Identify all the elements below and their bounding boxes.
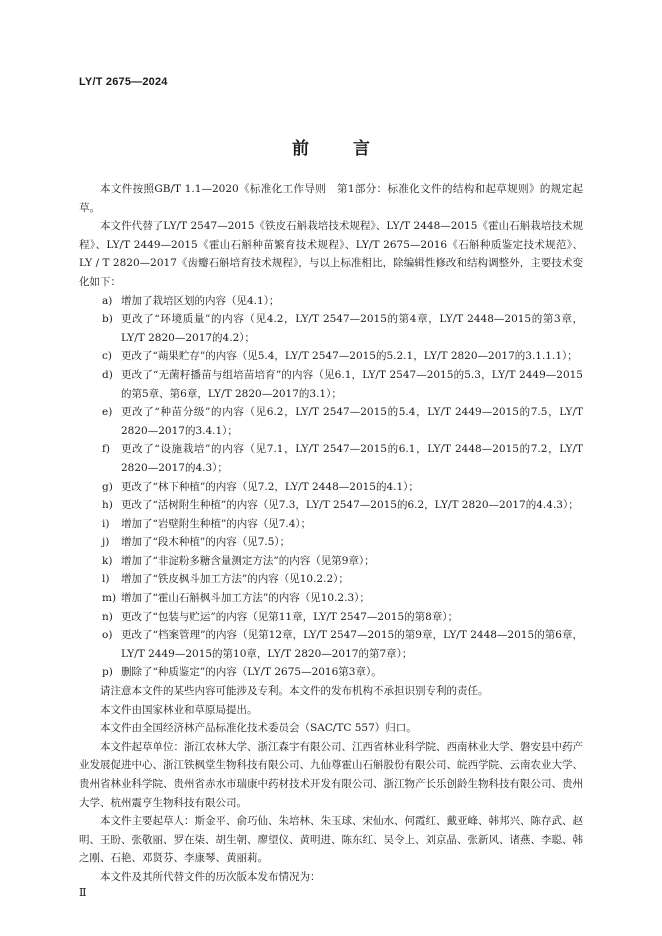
list-item [79, 589, 583, 608]
page-number: Ⅱ [79, 886, 87, 899]
list-item-text: 更改了“环境质量”的内容（见4.2，LY/T 2547—2015的第4章，LY/T 2448—2015的第3章，LY/T 2820—2017的4.2）； [121, 313, 583, 344]
list-marker: k) [102, 554, 113, 567]
list-item-text: 更改了“无菌籽播苗与组培苗培育”的内容（见6.1，LY/T 2547—2015的5.3，LY/T 2449—2015的第5章、第6章，LY/T 2820—2017的3.1）； [121, 368, 583, 400]
list-marker: m) [102, 592, 117, 605]
list-item [79, 515, 583, 534]
list-item-text: 增加了栽培区划的内容（见4.1）； [121, 294, 280, 307]
list-item-text: 更改了“林下种植”的内容（见7.2，LY/T 2448—2015的4.1）； [121, 480, 419, 493]
drafters: 本文件主要起草人：斯金平、俞巧仙、朱培林、朱玉球、宋仙水、何霞红、戴亚峰、韩邦兴、陈存武、赵明、王盼、张敬丽、罗在柒、胡生朝、廖望仪、黄明进、陈东红、吴令上、刘京晶、张新风、诸燕、李聪、韩之刚、石艳、邓贤芬、李康琴、黄丽莉。 [79, 815, 583, 865]
list-item [79, 533, 583, 552]
list-item-text: 增加了“霍山石斛枫斗加工方法”的内容（见10.2.3）； [121, 592, 370, 605]
list-marker: l) [102, 573, 110, 586]
list-item [79, 570, 583, 589]
list-item [79, 608, 583, 627]
list-item-text: 更改了“种苗分级”的内容（见6.2，LY/T 2547—2015的5.4，LY/T 2449—2015的7.5，LY/T 2820—2017的3.4.1）； [121, 406, 583, 437]
list-marker: g) [102, 480, 113, 493]
list-marker: c) [102, 350, 112, 363]
list-marker: d) [102, 368, 113, 381]
list-item-text: 更改了“设施栽培”的内容（见7.1，LY/T 2547—2015的6.1，LY/T 2448—2015的7.2，LY/T 2820—2017的4.3）； [121, 443, 583, 474]
drafting-units: 本文件起草单位：浙江农林大学、浙江森宇有限公司、江西省林业科学院、西南林业大学、磐安县中药产业发展促进中心、浙江铁枫堂生物科技有限公司、九仙尊霍山石斛股份有限公司、皖西学院、云南农业大学、贵州省林业科学院、贵州省赤水市瑞康中药材技术开发有限公司、浙江物产长乐创龄生物科技有限公司、贵州大学、杭州震亨生物科技有限公司。 [79, 740, 583, 809]
list-item-text: 更改了“包装与贮运”的内容（见第11章，LY/T 2547—2015的第8章）； [121, 610, 459, 623]
page-title [0, 134, 662, 159]
list-marker: e) [102, 406, 113, 419]
intro-paragraph: 本文件代替了LY/T 2547—2015《铁皮石斛栽培技术规程》、LY/T 2448—2015《霍山石斛栽培技术规程》、LY/T 2449—2015《霍山石斛种苗繁育技术规程》、LY/T 2675—2016《石斛种质鉴定技术规范》、LY / T 2820—2017《齿瓣石斛培育技术规程》，与以上标准相比，除编辑性修改和结构调整外，主要技术变化如下： [79, 220, 583, 288]
list-item [79, 366, 583, 403]
list-item [79, 403, 583, 440]
list-marker: o) [102, 629, 113, 642]
list-item-text: 增加了“铁皮枫斗加工方法”的内容（见10.2.2）； [121, 573, 349, 586]
patent-notice: 请注意本文件的某些内容可能涉及专利。本文件的发布机构不承担识别专利的责任。 [100, 685, 489, 698]
title-char-1: 前 [292, 139, 309, 159]
document-body [79, 180, 583, 887]
list-item-text: 增加了“非淀粉多糖含量测定方法”的内容（见第9章）； [121, 554, 375, 567]
list-item-text: 删除了“种质鉴定”的内容（LY/T 2675—2016第3章）。 [121, 666, 382, 679]
intro-paragraph: 本文件按照GB/T 1.1—2020《标准化工作导则 第1部分：标准化文件的结构和起草规则》的规定起草。 [79, 183, 583, 214]
list-marker: f) [102, 443, 110, 456]
title-char-2: 言 [353, 139, 370, 159]
history-intro: 本文件及其所代替文件的历次版本发布情况为： [100, 870, 321, 883]
standard-code: LY/T 2675—2024 [79, 76, 168, 88]
list-item [79, 440, 583, 477]
list-marker: j) [102, 536, 110, 549]
list-marker: h) [102, 499, 113, 512]
list-marker: i) [102, 517, 110, 530]
list-marker: a) [102, 294, 113, 307]
list-item [79, 626, 583, 663]
list-item-text: 增加了“段木种植”的内容（见7.5）； [121, 536, 291, 549]
list-item [79, 292, 583, 311]
list-item [79, 478, 583, 497]
list-item [79, 663, 583, 682]
list-marker: n) [102, 610, 113, 623]
list-item-text: 更改了“档案管理”的内容（见第12章，LY/T 2547—2015的第9章，LY/T 2448—2015的第6章，LY/T 2449—2015的第10章，LY/T 2820—2017的第7章）； [121, 629, 583, 660]
change-list [79, 292, 583, 682]
list-marker: b) [102, 313, 113, 326]
list-item [79, 552, 583, 571]
list-item [79, 496, 583, 515]
proposer-statement: 本文件由国家林业和草原局提出。 [100, 703, 258, 716]
list-marker: p) [102, 666, 113, 679]
list-item [79, 310, 583, 347]
list-item-text: 更改了“活树附生种植”的内容（见7.3，LY/T 2547—2015的6.2，LY/T 2820—2017的4.4.3）； [121, 499, 579, 512]
list-item-text: 更改了“蒴果贮存”的内容（见5.4，LY/T 2547—2015的5.2.1，LY/T 2820—2017的3.1.1.1）； [121, 350, 578, 363]
committee-statement: 本文件由全国经济林产品标准化技术委员会（SAC/TC 557）归口。 [100, 722, 417, 735]
list-item-text: 增加了“岩壁附生种植”的内容（见7.4）； [121, 517, 312, 530]
list-item [79, 347, 583, 366]
